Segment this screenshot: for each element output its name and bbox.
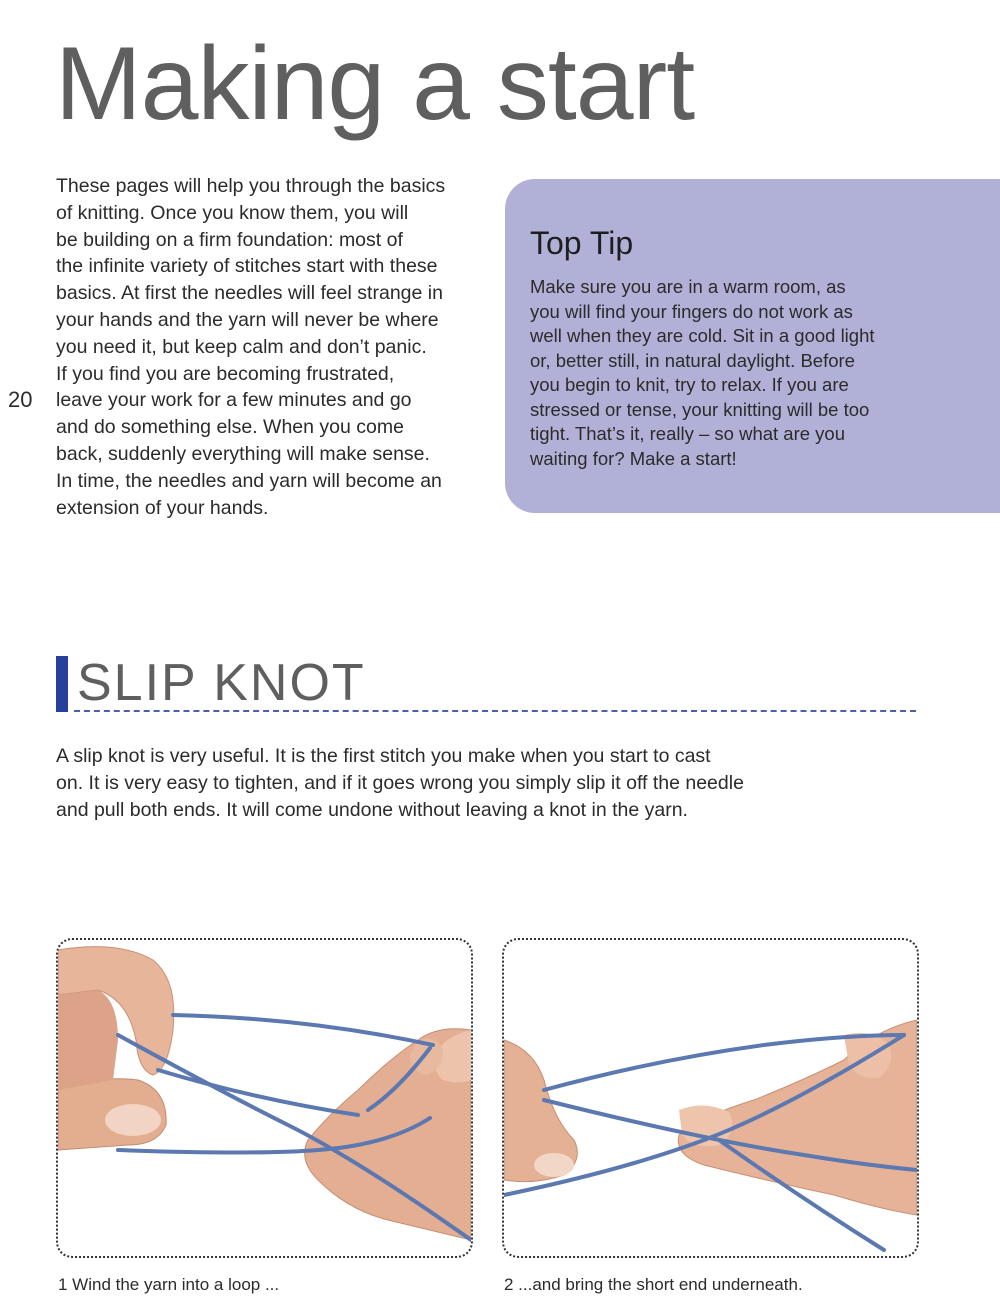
tip-line: tight. That’s it, really – so what are you <box>530 423 846 444</box>
hands-yarn-illustration <box>504 940 917 1256</box>
top-tip-box <box>505 179 1000 513</box>
intro-line: leave your work for a few minutes and go <box>56 389 412 412</box>
intro-line: back, suddenly everything will make sense. <box>56 442 430 465</box>
photo-step-2 <box>502 938 919 1258</box>
tip-line: you begin to knit, try to relax. If you are <box>530 374 849 395</box>
intro-line: In time, the needles and yarn will become an <box>56 469 442 492</box>
tip-line: well when they are cold. Sit in a good light <box>530 325 875 346</box>
intro-line: extension of your hands. <box>56 496 269 519</box>
photo-caption-2: 2 ...and bring the short end underneath. <box>504 1275 803 1294</box>
slip-line: on. It is very easy to tighten, and if it goes wrong you simply slip it off the needle <box>56 771 744 794</box>
top-tip-body <box>530 275 990 471</box>
intro-line: If you find you are becoming frustrated, <box>56 362 395 385</box>
tip-line: stressed or tense, your knitting will be too <box>530 398 870 420</box>
intro-line: the infinite variety of stitches start with these <box>56 255 438 278</box>
slip-line: A slip knot is very useful. It is the first stitch you make when you start to cast <box>56 745 711 767</box>
intro-line: you need it, but keep calm and don’t panic. <box>56 335 427 358</box>
intro-line: basics. At first the needles will feel strange in <box>56 282 443 305</box>
hands-yarn-illustration <box>58 940 471 1256</box>
slip-knot-paragraph <box>56 743 936 823</box>
intro-line: be building on a firm foundation: most of <box>56 228 403 251</box>
page-number: 20 <box>8 387 33 412</box>
photo-step-1 <box>56 938 473 1258</box>
intro-line: and do something else. When you come <box>56 416 404 439</box>
page-title: Making a start <box>55 26 695 142</box>
intro-line: your hands and the yarn will never be where <box>56 308 439 331</box>
section-title: SLIP KNOT <box>77 654 366 712</box>
tip-line: waiting for? Make a start! <box>530 447 737 469</box>
tip-line: or, better still, in natural daylight. Before <box>530 349 855 371</box>
intro-line: These pages will help you through the basics <box>56 175 446 197</box>
photo-caption-1: 1 Wind the yarn into a loop ... <box>58 1275 280 1294</box>
section-divider <box>74 710 916 712</box>
intro-line: of knitting. Once you know them, you will <box>56 201 409 224</box>
tip-line: you will find your fingers do not work as <box>530 300 853 322</box>
section-accent-bar <box>56 656 68 712</box>
slip-line: and pull both ends. It will come undone without leaving a knot in the yarn. <box>56 798 688 821</box>
top-tip-title: Top Tip <box>530 225 634 261</box>
intro-paragraph <box>56 173 496 521</box>
tip-line: Make sure you are in a warm room, as <box>530 276 846 297</box>
